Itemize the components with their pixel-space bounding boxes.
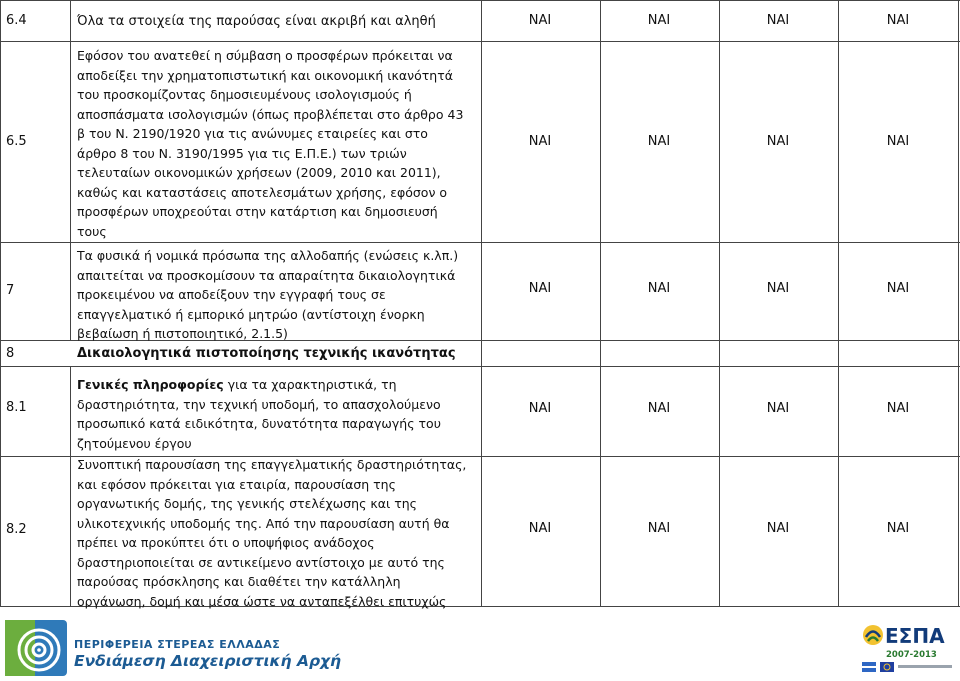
text-line: τους <box>77 223 107 239</box>
row-text: Όλα τα στοιχεία της παρούσας είναι ακριβή και αληθή <box>77 14 436 29</box>
answer-cell: ΝΑΙ <box>766 13 790 28</box>
text-line: απαιτείται να προσκομίσουν τα απαραίτητα δικαιολογητικά <box>77 267 456 283</box>
row-number: 6.4 <box>6 13 27 28</box>
text-line: επαγγελματικό ή εμπορικό μητρώο (αντίστοιχη ένορκη <box>77 306 425 322</box>
answer-cell: ΝΑΙ <box>766 401 790 416</box>
answer-cell: ΝΑΙ <box>766 134 790 149</box>
answer-cell: ΝΑΙ <box>886 134 910 149</box>
col-divider <box>600 0 601 607</box>
col-divider <box>70 0 71 341</box>
text-line: προσωπικό κατά ειδικότητα, δυνατότητα παραγωγής του <box>77 416 441 431</box>
col-divider <box>838 0 839 607</box>
row-divider <box>0 41 960 42</box>
row-number: 6.5 <box>6 134 27 149</box>
answer-cell: ΝΑΙ <box>647 134 671 149</box>
text-line: οργανωτικής δομής, της γενικής στελέχωσης και της <box>77 496 417 511</box>
region-logo-icon <box>5 620 67 676</box>
text-line: ζητούμενου έργου <box>77 435 192 451</box>
text-line: αποσπάσματα ισολογισμών (όπως προβλέπεται στο άρθρο 43 <box>77 106 464 122</box>
flags-icon <box>862 662 952 672</box>
answer-cell: ΝΑΙ <box>647 13 671 28</box>
text-line: τελευταίων οικονομικών χρήσεων (2009, 2010 και 2011), <box>77 165 441 180</box>
answer-cell: ΝΑΙ <box>886 521 910 536</box>
answer-cell: ΝΑΙ <box>528 521 552 536</box>
row-text <box>77 46 477 241</box>
text-line: προσφέρων υποχρεούται στην κατάρτιση και δημοσιευσή <box>77 204 438 219</box>
row-number: 8 <box>6 346 15 361</box>
text-line: δραστηριότητα, την τεχνική υποδομή, το απασχολούμενο <box>77 396 441 412</box>
text-line: και εφόσον πρόκειται για εταιρία, παρουσίαση της <box>77 476 396 492</box>
answer-cell: ΝΑΙ <box>647 281 671 296</box>
text-line: υλικοτεχνικής υποδομής της. Από την παρουσίαση αυτή θα <box>77 515 450 531</box>
espa-title: ΕΣΠΑ <box>885 624 945 648</box>
answer-cell: ΝΑΙ <box>886 401 910 416</box>
page-footer <box>0 612 960 681</box>
text-line: προκειμένου να αποδείξουν την εγγραφή τους σε <box>77 287 386 302</box>
text-line: καθώς και καταστάσεις αποτελεσμάτων χρήσης, εφόσον ο <box>77 184 448 200</box>
text-line: παρούσας πρόσκλησης και διαθέτει την κατάλληλη <box>77 574 401 589</box>
espa-years: 2007-2013 <box>886 650 937 660</box>
row-number: 8.1 <box>6 400 27 415</box>
row-text <box>77 455 477 611</box>
col-divider <box>0 0 1 607</box>
text-line: δραστηριοποιείται σε αντικείμενο αντίστοιχο με αυτό της <box>77 554 445 570</box>
col-divider <box>719 0 720 607</box>
text-line: οργάνωση, δομή και μέσα ώστε να ανταπεξέλθει επιτυχώς <box>77 593 447 609</box>
row-divider <box>0 242 960 243</box>
text-line <box>77 375 477 395</box>
answer-cell: ΝΑΙ <box>528 401 552 416</box>
answer-cell: ΝΑΙ <box>647 401 671 416</box>
answer-cell: ΝΑΙ <box>647 521 671 536</box>
region-name: ΠΕΡΙΦΕΡΕΙΑ ΣΤΕΡΕΑΣ ΕΛΛΑΔΑΣ <box>74 638 281 651</box>
row-divider <box>0 0 960 1</box>
answer-cell: ΝΑΙ <box>766 521 790 536</box>
row-text <box>77 375 477 453</box>
answer-cell: ΝΑΙ <box>886 13 910 28</box>
answer-cell: ΝΑΙ <box>766 281 790 296</box>
col-divider <box>481 0 482 607</box>
authority-name: Ενδιάμεση Διαχειριστική Αρχή <box>74 652 342 670</box>
text-line: άρθρο 8 του Ν. 3190/1995 για τις Ε.Π.Ε.) των τριών <box>77 145 407 161</box>
section-title: Δικαιολογητικά πιστοποίησης τεχνικής ικανότητας <box>77 346 456 361</box>
answer-cell: ΝΑΙ <box>886 281 910 296</box>
text-line: βεβαίωση ή πιστοποιητικό, 2.1.5) <box>77 326 288 341</box>
row-text <box>77 246 477 344</box>
col-divider <box>958 0 959 607</box>
text-span: για τα χαρακτηριστικά, τη <box>227 377 397 392</box>
text-line: β του Ν. 2190/1920 για τις ανώνυμες εταιρείες και στο <box>77 126 428 141</box>
espa-emblem-icon <box>862 622 884 648</box>
row-number: 8.2 <box>6 522 27 537</box>
answer-cell: ΝΑΙ <box>528 281 552 296</box>
espa-logo <box>862 618 958 678</box>
text-line: Τα φυσικά ή νομικά πρόσωπα της αλλοδαπής (ενώσεις κ.λπ.) <box>77 248 459 263</box>
text-line: αποδείξει την χρηματοπιστωτική και οικονομική ικανότητά <box>77 67 453 83</box>
row-number: 7 <box>6 283 15 298</box>
text-line: Εφόσον του ανατεθεί η σύμβαση ο προσφέρων πρόκειται να <box>77 48 453 63</box>
text-line: του προσκομίζοντας δημοσιευμένους ισολογισμούς ή <box>77 87 412 102</box>
text-line: Συνοπτική παρουσίαση της επαγγελματικής δραστηριότητας, <box>77 457 467 472</box>
answer-cell: ΝΑΙ <box>528 13 552 28</box>
col-divider <box>70 366 71 607</box>
row-divider <box>0 366 960 367</box>
text-line: πρέπει να προκύπτει ότι ο υποψήφιος ανάδοχος <box>77 535 375 550</box>
answer-cell: ΝΑΙ <box>528 134 552 149</box>
emphasis-text: Γενικές πληροφορίες <box>77 377 224 392</box>
